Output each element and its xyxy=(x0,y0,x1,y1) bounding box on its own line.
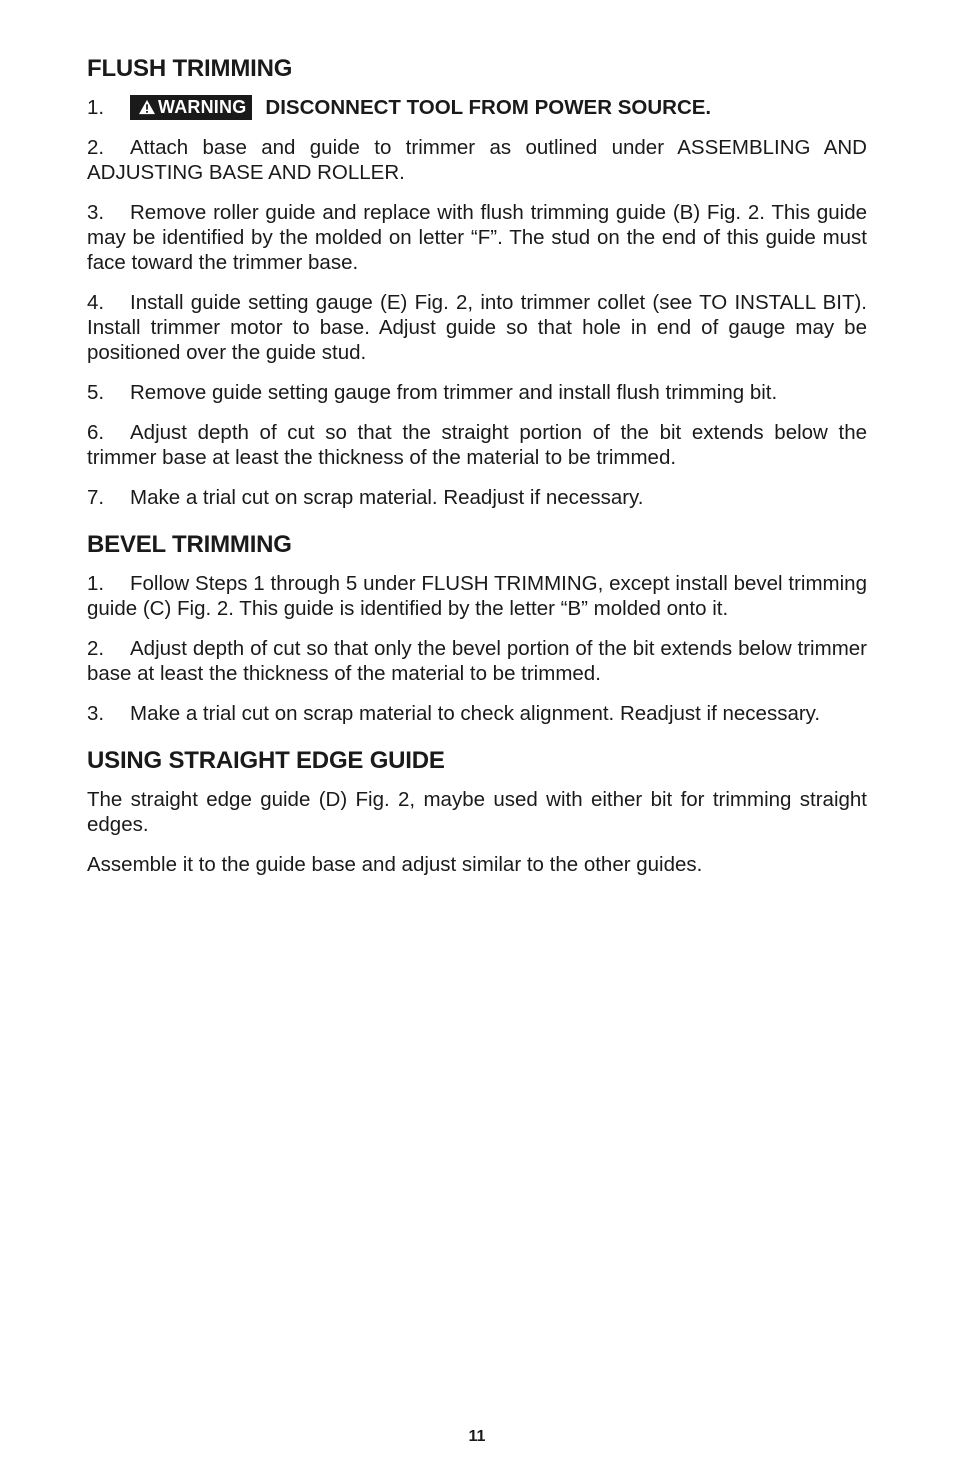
body-paragraph: Assemble it to the guide base and adjust similar to the other guides. xyxy=(87,853,703,876)
step-item xyxy=(87,135,867,185)
body-paragraph: The straight edge guide (D) Fig. 2, maybe used with either bit for trimming straight edges. xyxy=(87,788,867,836)
step-text: Adjust depth of cut so that the straight portion of the bit extends below the trimmer base at least the thickness of the material to be trimmed. xyxy=(87,421,867,469)
step-item xyxy=(87,571,867,621)
step-number: 2. xyxy=(87,637,105,660)
flush-trimming-section xyxy=(87,55,867,510)
step-number: 7. xyxy=(87,486,105,509)
step-number: 3. xyxy=(87,201,105,224)
section-heading-bevel-trimming: BEVEL TRIMMING xyxy=(87,531,292,558)
step-text: Attach base and guide to trimmer as outlined under ASSEMBLING AND ADJUSTING BASE AND ROLLER. xyxy=(87,136,867,184)
page-number: 11 xyxy=(468,1428,486,1445)
step-item xyxy=(87,636,867,686)
step-item xyxy=(87,485,867,510)
step-number: 1. xyxy=(87,572,105,595)
step-item xyxy=(87,380,867,405)
warning-triangle-icon xyxy=(138,99,156,115)
step-item xyxy=(87,701,867,726)
warning-badge-label: WARNING xyxy=(158,97,247,117)
section-heading-straight-edge-guide: USING STRAIGHT EDGE GUIDE xyxy=(87,747,445,774)
step-text: Follow Steps 1 through 5 under FLUSH TRIMMING, except install bevel trimming guide (C) Fig. 2. This guide is identified by the letter “B” molded onto it. xyxy=(87,572,867,620)
step-number: 5. xyxy=(87,381,105,404)
step-item xyxy=(87,200,867,275)
straight-edge-guide-section xyxy=(87,747,867,877)
step-number: 6. xyxy=(87,421,105,444)
bevel-trimming-section xyxy=(87,531,867,726)
warning-step-text: DISCONNECT TOOL FROM POWER SOURCE. xyxy=(265,96,712,119)
section-heading-flush-trimming: FLUSH TRIMMING xyxy=(87,55,293,82)
manual-page-content xyxy=(87,55,867,892)
warning-badge xyxy=(130,95,252,120)
step-item xyxy=(87,420,867,470)
step-text: Remove guide setting gauge from trimmer and install flush trimming bit. xyxy=(130,381,778,404)
step-text: Install guide setting gauge (E) Fig. 2, into trimmer collet (see TO INSTALL BIT). Install trimmer motor to base. Adjust guide so that hole in end of gauge may be positioned over the guide stud. xyxy=(87,291,867,364)
warning-step xyxy=(87,95,867,120)
step-number: 2. xyxy=(87,136,105,159)
step-text: Make a trial cut on scrap material to check alignment. Readjust if necessary. xyxy=(130,702,821,725)
step-text: Adjust depth of cut so that only the bevel portion of the bit extends below trimmer base at least the thickness of the material to be trimmed. xyxy=(87,637,867,685)
step-number: 4. xyxy=(87,291,105,314)
step-item xyxy=(87,290,867,365)
step-text: Make a trial cut on scrap material. Readjust if necessary. xyxy=(130,486,644,509)
step-number: 3. xyxy=(87,702,105,725)
step-number: 1. xyxy=(87,96,105,119)
step-text: Remove roller guide and replace with flush trimming guide (B) Fig. 2. This guide may be identified by the molded on letter “F”. The stud on the end of this guide must face toward the trimmer base. xyxy=(87,201,867,274)
